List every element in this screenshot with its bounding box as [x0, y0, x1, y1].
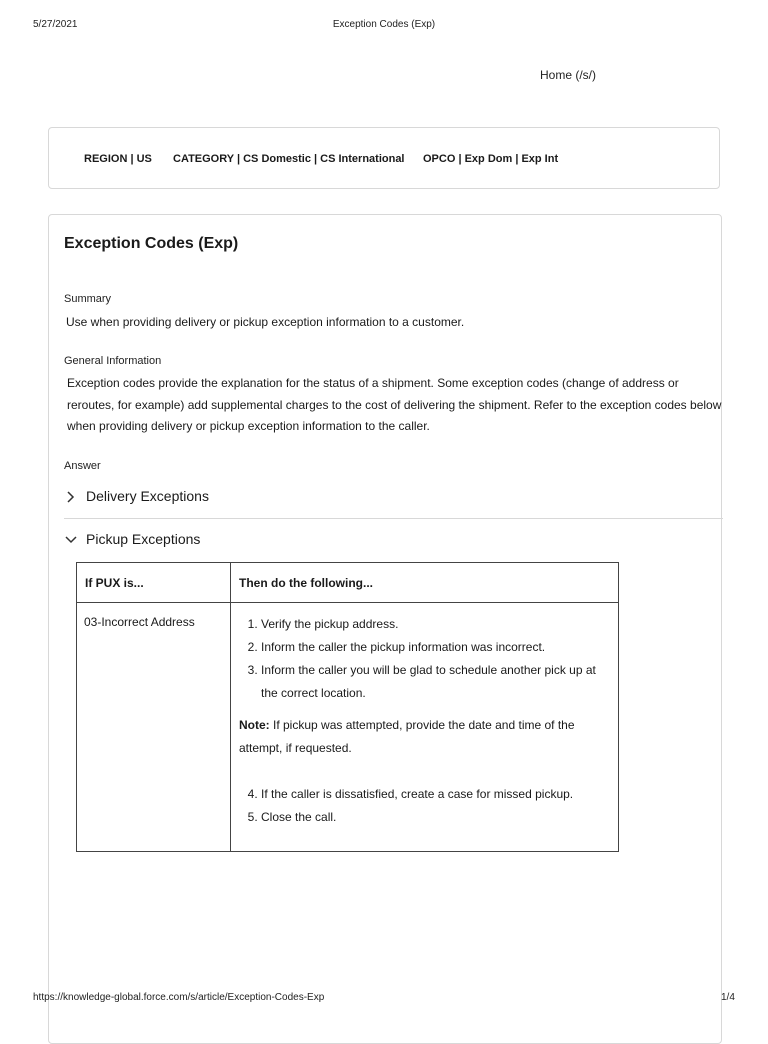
- general-information-label: General Information: [64, 355, 162, 367]
- general-information-text: Exception codes provide the explanation for the status of a shipment. Some exception codes (change of address or reroutes, for example) add supplemental charges to the cost of delivering the shipment. Refer to the exception codes below when providing delivery or pickup exception information to the caller.: [67, 376, 722, 433]
- print-date: 5/27/2021: [33, 19, 78, 30]
- accordion-pickup-label: Pickup Exceptions: [86, 531, 201, 547]
- tag-opco: OPCO | Exp Dom | Exp Int: [423, 153, 559, 165]
- article-title: Exception Codes (Exp): [64, 235, 239, 252]
- accordion-delivery-exceptions[interactable]: [64, 488, 209, 504]
- article-card: [48, 214, 722, 1044]
- list-item: 1. Verify the pickup address.: [261, 613, 610, 636]
- pux-action-cell: [231, 603, 619, 852]
- footer-url: https://knowledge-global.force.com/s/article/Exception-Codes-Exp: [33, 992, 325, 1003]
- article-tags-card: [48, 127, 720, 189]
- pux-code-cell: 03-Incorrect Address: [77, 603, 231, 852]
- action-steps-list: [239, 613, 610, 705]
- pickup-exceptions-table: [76, 562, 619, 852]
- note-label: Note:: [239, 718, 270, 732]
- list-item: 2. Inform the caller the pickup information was incorrect.: [261, 636, 610, 659]
- list-item: 5. Close the call.: [261, 806, 610, 829]
- action-steps-list-continued: [239, 783, 610, 829]
- print-header: [0, 0, 768, 40]
- list-item: 4. If the caller is dissatisfied, create a case for missed pickup.: [261, 783, 610, 806]
- tag-category: CATEGORY | CS Domestic | CS International: [173, 153, 405, 165]
- accordion-divider: [64, 518, 723, 519]
- print-title: Exception Codes (Exp): [332, 19, 436, 30]
- chevron-right-icon: [64, 490, 78, 504]
- summary-label: Summary: [64, 293, 112, 305]
- accordion-delivery-label: Delivery Exceptions: [86, 488, 209, 504]
- note-paragraph: [239, 714, 610, 760]
- list-item: 3. Inform the caller you will be glad to schedule another pick up at the correct location.: [261, 659, 610, 705]
- table-header-row: [77, 563, 619, 603]
- table-row: [77, 603, 619, 852]
- chevron-down-icon: [64, 533, 78, 547]
- note-text: If pickup was attempted, provide the date and time of the attempt, if requested.: [239, 718, 575, 755]
- answer-label: Answer: [64, 460, 101, 472]
- table-header-action: Then do the following...: [231, 563, 619, 603]
- accordion-pickup-exceptions[interactable]: [64, 531, 200, 547]
- summary-text: Use when providing delivery or pickup exception information to a customer.: [66, 315, 465, 329]
- home-link[interactable]: Home (/s/): [540, 68, 597, 82]
- table-header-pux: If PUX is...: [77, 563, 231, 603]
- tag-region: REGION | US: [84, 153, 152, 165]
- page-number: 1/4: [721, 992, 735, 1003]
